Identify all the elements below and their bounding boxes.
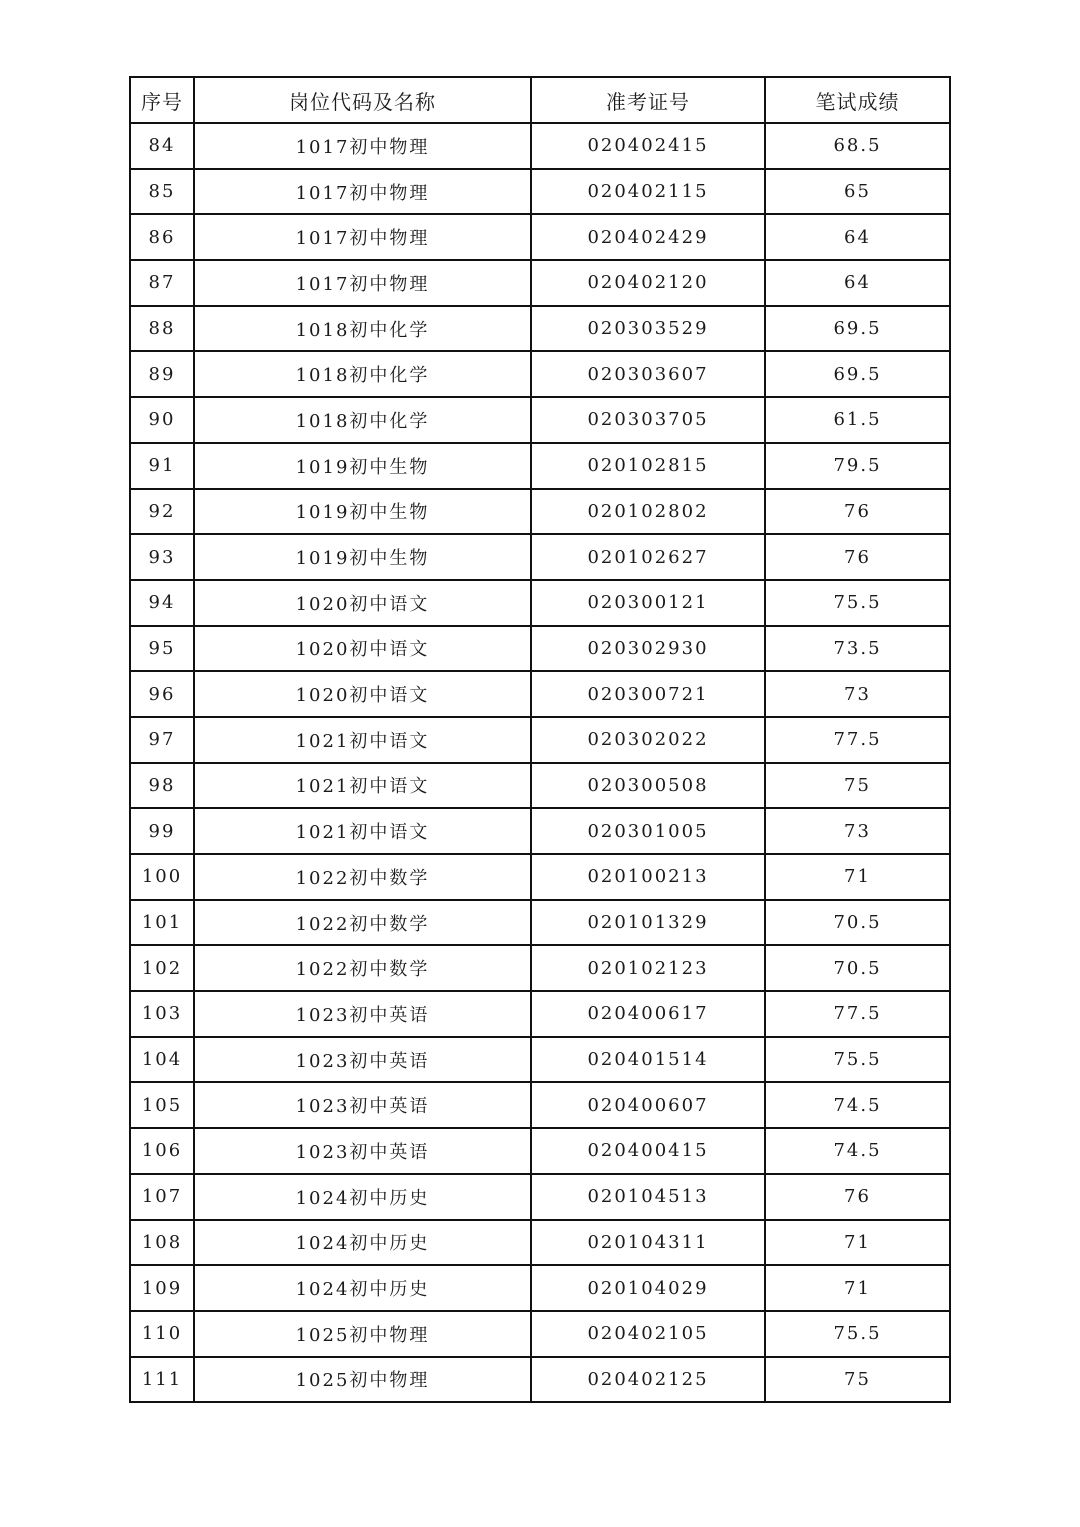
score-cell: 70.5 <box>765 945 950 991</box>
seq-cell: 88 <box>130 306 194 352</box>
header-ticket: 准考证号 <box>531 77 765 123</box>
position-cell: 1018初中化学 <box>194 351 531 397</box>
seq-cell: 105 <box>130 1082 194 1128</box>
seq-cell: 102 <box>130 945 194 991</box>
score-cell: 71 <box>765 854 950 900</box>
seq-cell: 109 <box>130 1265 194 1311</box>
ticket-number-cell: 020300508 <box>531 763 765 809</box>
header-score: 笔试成绩 <box>765 77 950 123</box>
position-cell: 1020初中语文 <box>194 671 531 717</box>
score-cell: 75.5 <box>765 1037 950 1083</box>
ticket-number-cell: 020102815 <box>531 443 765 489</box>
seq-cell: 94 <box>130 580 194 626</box>
table-body <box>130 123 950 1402</box>
header-seq: 序号 <box>130 77 194 123</box>
table-row <box>130 169 950 215</box>
score-cell: 71 <box>765 1220 950 1266</box>
position-cell: 1024初中历史 <box>194 1220 531 1266</box>
position-cell: 1021初中语文 <box>194 763 531 809</box>
seq-cell: 103 <box>130 991 194 1037</box>
position-cell: 1021初中语文 <box>194 808 531 854</box>
score-cell: 69.5 <box>765 306 950 352</box>
ticket-number-cell: 020300721 <box>531 671 765 717</box>
position-cell: 1017初中物理 <box>194 260 531 306</box>
score-cell: 77.5 <box>765 717 950 763</box>
table-row <box>130 489 950 535</box>
position-cell: 1020初中语文 <box>194 580 531 626</box>
score-cell: 74.5 <box>765 1128 950 1174</box>
ticket-number-cell: 020402415 <box>531 123 765 169</box>
score-cell: 75.5 <box>765 1311 950 1357</box>
seq-cell: 85 <box>130 169 194 215</box>
seq-cell: 106 <box>130 1128 194 1174</box>
position-cell: 1025初中物理 <box>194 1311 531 1357</box>
seq-cell: 97 <box>130 717 194 763</box>
table-row <box>130 443 950 489</box>
score-cell: 76 <box>765 489 950 535</box>
table-row <box>130 351 950 397</box>
score-cell: 79.5 <box>765 443 950 489</box>
position-cell: 1020初中语文 <box>194 626 531 672</box>
ticket-number-cell: 020400607 <box>531 1082 765 1128</box>
seq-cell: 95 <box>130 626 194 672</box>
ticket-number-cell: 020102627 <box>531 534 765 580</box>
ticket-number-cell: 020402429 <box>531 214 765 260</box>
header-position: 岗位代码及名称 <box>194 77 531 123</box>
seq-cell: 84 <box>130 123 194 169</box>
table-row <box>130 763 950 809</box>
table-row <box>130 900 950 946</box>
table-row <box>130 260 950 306</box>
seq-cell: 111 <box>130 1357 194 1403</box>
position-cell: 1022初中数学 <box>194 900 531 946</box>
score-cell: 73 <box>765 808 950 854</box>
table-row <box>130 1082 950 1128</box>
position-cell: 1017初中物理 <box>194 214 531 260</box>
ticket-number-cell: 020104311 <box>531 1220 765 1266</box>
position-cell: 1019初中生物 <box>194 443 531 489</box>
table-row <box>130 1220 950 1266</box>
table-row <box>130 534 950 580</box>
table-row <box>130 717 950 763</box>
table-row <box>130 580 950 626</box>
position-cell: 1024初中历史 <box>194 1174 531 1220</box>
table-row <box>130 626 950 672</box>
score-cell: 61.5 <box>765 397 950 443</box>
seq-cell: 96 <box>130 671 194 717</box>
table-row <box>130 1174 950 1220</box>
table-row <box>130 808 950 854</box>
ticket-number-cell: 020401514 <box>531 1037 765 1083</box>
ticket-number-cell: 020300121 <box>531 580 765 626</box>
score-cell: 71 <box>765 1265 950 1311</box>
ticket-number-cell: 020303705 <box>531 397 765 443</box>
ticket-number-cell: 020402120 <box>531 260 765 306</box>
table-row <box>130 1037 950 1083</box>
score-table <box>129 76 951 1403</box>
table-header <box>130 77 950 123</box>
ticket-number-cell: 020400617 <box>531 991 765 1037</box>
position-cell: 1023初中英语 <box>194 1128 531 1174</box>
seq-cell: 86 <box>130 214 194 260</box>
ticket-number-cell: 020402105 <box>531 1311 765 1357</box>
seq-cell: 108 <box>130 1220 194 1266</box>
position-cell: 1022初中数学 <box>194 945 531 991</box>
table-row <box>130 1311 950 1357</box>
seq-cell: 99 <box>130 808 194 854</box>
table-row <box>130 991 950 1037</box>
seq-cell: 104 <box>130 1037 194 1083</box>
ticket-number-cell: 020104029 <box>531 1265 765 1311</box>
position-cell: 1024初中历史 <box>194 1265 531 1311</box>
table-row <box>130 123 950 169</box>
position-cell: 1018初中化学 <box>194 306 531 352</box>
ticket-number-cell: 020102123 <box>531 945 765 991</box>
ticket-number-cell: 020302930 <box>531 626 765 672</box>
seq-cell: 92 <box>130 489 194 535</box>
table-row <box>130 854 950 900</box>
seq-cell: 90 <box>130 397 194 443</box>
score-cell: 76 <box>765 534 950 580</box>
table-row <box>130 397 950 443</box>
score-cell: 64 <box>765 260 950 306</box>
seq-cell: 98 <box>130 763 194 809</box>
position-cell: 1023初中英语 <box>194 1037 531 1083</box>
ticket-number-cell: 020402115 <box>531 169 765 215</box>
table-row <box>130 1128 950 1174</box>
score-cell: 75 <box>765 763 950 809</box>
ticket-number-cell: 020301005 <box>531 808 765 854</box>
header-row <box>130 77 950 123</box>
score-cell: 75.5 <box>765 580 950 626</box>
seq-cell: 89 <box>130 351 194 397</box>
seq-cell: 100 <box>130 854 194 900</box>
position-cell: 1018初中化学 <box>194 397 531 443</box>
position-cell: 1019初中生物 <box>194 489 531 535</box>
table-row <box>130 671 950 717</box>
position-cell: 1019初中生物 <box>194 534 531 580</box>
score-cell: 70.5 <box>765 900 950 946</box>
table-row <box>130 214 950 260</box>
position-cell: 1023初中英语 <box>194 991 531 1037</box>
position-cell: 1025初中物理 <box>194 1357 531 1403</box>
score-cell: 74.5 <box>765 1082 950 1128</box>
ticket-number-cell: 020400415 <box>531 1128 765 1174</box>
score-cell: 64 <box>765 214 950 260</box>
ticket-number-cell: 020302022 <box>531 717 765 763</box>
score-cell: 65 <box>765 169 950 215</box>
ticket-number-cell: 020101329 <box>531 900 765 946</box>
ticket-number-cell: 020104513 <box>531 1174 765 1220</box>
score-cell: 69.5 <box>765 351 950 397</box>
score-cell: 68.5 <box>765 123 950 169</box>
ticket-number-cell: 020102802 <box>531 489 765 535</box>
score-cell: 73 <box>765 671 950 717</box>
position-cell: 1023初中英语 <box>194 1082 531 1128</box>
ticket-number-cell: 020303529 <box>531 306 765 352</box>
score-cell: 77.5 <box>765 991 950 1037</box>
score-cell: 73.5 <box>765 626 950 672</box>
table-row <box>130 1357 950 1403</box>
table-row <box>130 306 950 352</box>
position-cell: 1021初中语文 <box>194 717 531 763</box>
table-row <box>130 1265 950 1311</box>
seq-cell: 101 <box>130 900 194 946</box>
table-row <box>130 945 950 991</box>
score-cell: 75 <box>765 1357 950 1403</box>
ticket-number-cell: 020402125 <box>531 1357 765 1403</box>
seq-cell: 110 <box>130 1311 194 1357</box>
seq-cell: 93 <box>130 534 194 580</box>
seq-cell: 87 <box>130 260 194 306</box>
seq-cell: 91 <box>130 443 194 489</box>
position-cell: 1022初中数学 <box>194 854 531 900</box>
position-cell: 1017初中物理 <box>194 169 531 215</box>
ticket-number-cell: 020303607 <box>531 351 765 397</box>
ticket-number-cell: 020100213 <box>531 854 765 900</box>
score-cell: 76 <box>765 1174 950 1220</box>
seq-cell: 107 <box>130 1174 194 1220</box>
position-cell: 1017初中物理 <box>194 123 531 169</box>
